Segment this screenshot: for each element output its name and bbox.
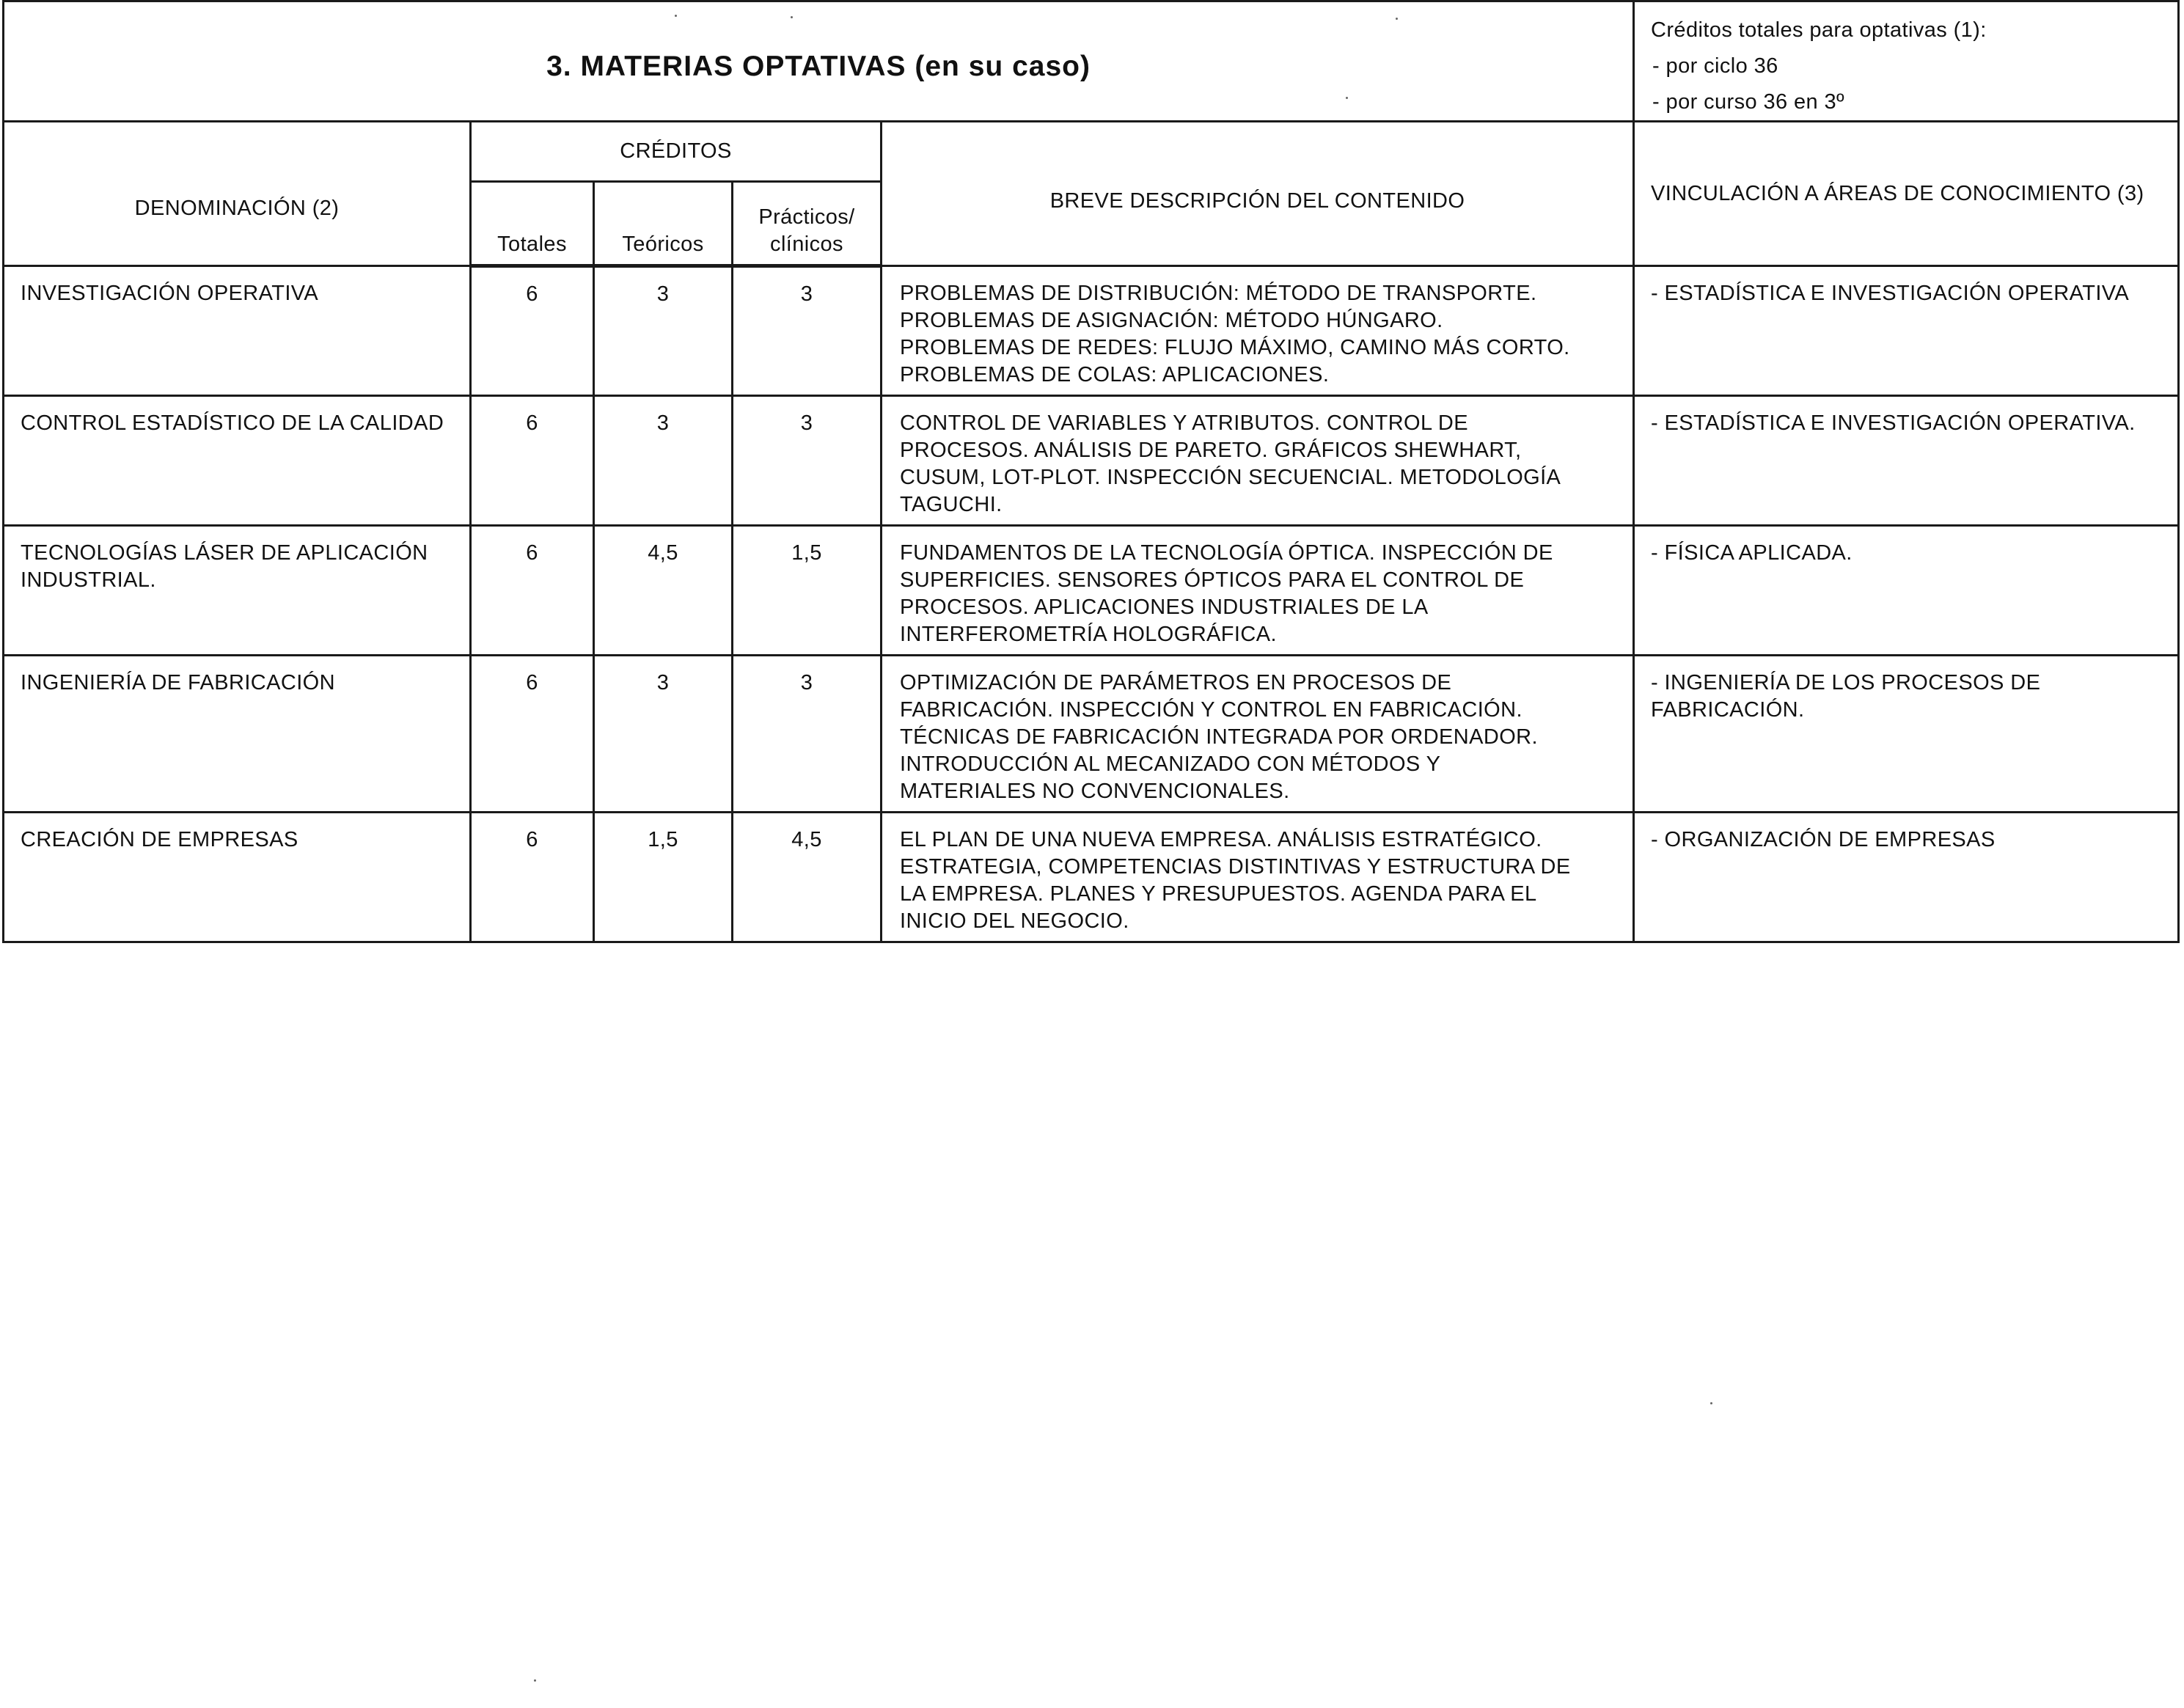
description-line: SUPERFICIES. SENSORES ÓPTICOS PARA EL CONTROL DE	[900, 568, 1525, 592]
credits-totales: 6	[471, 396, 594, 526]
description-line: MATERIALES NO CONVENCIONALES.	[900, 780, 1290, 803]
credits-summary-box	[1634, 1, 2179, 122]
knowledge-area: - INGENIERÍA DE LOS PROCESOS DE FABRICACIÓN.	[1634, 656, 2179, 813]
content-description	[882, 266, 1634, 396]
table-row	[4, 526, 2179, 656]
credits-teoricos: 3	[594, 396, 733, 526]
credits-teoricos: 3	[594, 266, 733, 396]
content-description	[882, 526, 1634, 656]
description-line: TAGUCHI.	[900, 493, 1003, 516]
knowledge-area: - ESTADÍSTICA E INVESTIGACIÓN OPERATIVA.	[1634, 396, 2179, 526]
credits-line-ciclo: - por ciclo 36	[1652, 54, 1778, 78]
header-creditos: CRÉDITOS	[471, 122, 882, 182]
knowledge-area: - ESTADÍSTICA E INVESTIGACIÓN OPERATIVA	[1634, 266, 2179, 396]
credits-teoricos: 4,5	[594, 526, 733, 656]
scan-speck	[1396, 18, 1398, 20]
header-practicos: Prácticos/ clínicos	[733, 181, 882, 265]
credits-heading: Créditos totales para optativas (1):	[1651, 18, 1987, 42]
description-line: EL PLAN DE UNA NUEVA EMPRESA. ANÁLISIS ESTRATÉGICO.	[900, 828, 1542, 851]
knowledge-area: - FÍSICA APLICADA.	[1634, 526, 2179, 656]
content-description	[882, 396, 1634, 526]
credits-teoricos: 1,5	[594, 813, 733, 942]
description-line: PROBLEMAS DE COLAS: APLICACIONES.	[900, 363, 1330, 386]
description-line: PROCESOS. APLICACIONES INDUSTRIALES DE LA	[900, 595, 1429, 619]
scan-speck	[675, 15, 677, 17]
page-title: 3. MATERIAS OPTATIVAS (en su caso)	[546, 51, 1091, 82]
description-line: INTRODUCCIÓN AL MECANIZADO CON MÉTODOS Y	[900, 752, 1441, 776]
credits-practicos: 1,5	[733, 526, 882, 656]
table-row	[4, 813, 2179, 942]
credits-totales: 6	[471, 813, 594, 942]
credits-totales: 6	[471, 266, 594, 396]
subject-name: TECNOLOGÍAS LÁSER DE APLICACIÓN INDUSTRIAL.	[4, 526, 471, 656]
document-page	[2, 0, 2177, 943]
header-teoricos: Teóricos	[594, 181, 733, 265]
credits-practicos: 3	[733, 396, 882, 526]
description-line: ESTRATEGIA, COMPETENCIAS DISTINTIVAS Y ESTRUCTURA DE	[900, 855, 1571, 879]
credits-practicos: 4,5	[733, 813, 882, 942]
scan-speck	[1346, 97, 1348, 99]
header-row-top	[4, 122, 2179, 182]
description-line: LA EMPRESA. PLANES Y PRESUPUESTOS. AGENDA PARA EL	[900, 882, 1537, 906]
knowledge-area: - ORGANIZACIÓN DE EMPRESAS	[1634, 813, 2179, 942]
description-line: CUSUM, LOT-PLOT. INSPECCIÓN SECUENCIAL. METODOLOGÍA	[900, 466, 1561, 489]
title-cell	[4, 1, 1634, 122]
description-line: PROBLEMAS DE REDES: FLUJO MÁXIMO, CAMINO MÁS CORTO.	[900, 336, 1570, 359]
table-row	[4, 656, 2179, 813]
description-line: OPTIMIZACIÓN DE PARÁMETROS EN PROCESOS DE	[900, 671, 1452, 694]
credits-practicos: 3	[733, 656, 882, 813]
content-description	[882, 813, 1634, 942]
header-denominacion: DENOMINACIÓN (2)	[4, 122, 471, 266]
optativas-table	[2, 0, 2180, 943]
description-line: TÉCNICAS DE FABRICACIÓN INTEGRADA POR ORDENADOR.	[900, 725, 1538, 749]
scan-speck	[791, 16, 793, 18]
header-descripcion: BREVE DESCRIPCIÓN DEL CONTENIDO	[882, 122, 1634, 266]
description-line: FABRICACIÓN. INSPECCIÓN Y CONTROL EN FABRICACIÓN.	[900, 698, 1522, 722]
description-line: PROBLEMAS DE DISTRIBUCIÓN: MÉTODO DE TRANSPORTE.	[900, 282, 1537, 305]
subject-name: INGENIERÍA DE FABRICACIÓN	[4, 656, 471, 813]
course-rows	[4, 266, 2179, 942]
description-line: INICIO DEL NEGOCIO.	[900, 909, 1129, 933]
credits-practicos: 3	[733, 266, 882, 396]
header-totales: Totales	[471, 181, 594, 265]
table-row	[4, 396, 2179, 526]
table-row	[4, 266, 2179, 396]
description-line: CONTROL DE VARIABLES Y ATRIBUTOS. CONTROL DE	[900, 411, 1468, 435]
title-row	[4, 1, 2179, 122]
credits-totales: 6	[471, 526, 594, 656]
header-vinculacion: VINCULACIÓN A ÁREAS DE CONOCIMIENTO (3)	[1634, 122, 2179, 266]
credits-line-curso: - por curso 36 en 3º	[1652, 90, 1845, 114]
description-line: INTERFEROMETRÍA HOLOGRÁFICA.	[900, 623, 1277, 646]
scan-speck	[534, 1679, 536, 1682]
subject-name: INVESTIGACIÓN OPERATIVA	[4, 266, 471, 396]
description-line: PROBLEMAS DE ASIGNACIÓN: MÉTODO HÚNGARO.	[900, 309, 1443, 332]
content-description	[882, 656, 1634, 813]
credits-totales: 6	[471, 656, 594, 813]
subject-name: CONTROL ESTADÍSTICO DE LA CALIDAD	[4, 396, 471, 526]
credits-teoricos: 3	[594, 656, 733, 813]
scan-speck	[1710, 1402, 1712, 1404]
subject-name: CREACIÓN DE EMPRESAS	[4, 813, 471, 942]
description-line: FUNDAMENTOS DE LA TECNOLOGÍA ÓPTICA. INSPECCIÓN DE	[900, 541, 1553, 565]
description-line: PROCESOS. ANÁLISIS DE PARETO. GRÁFICOS SHEWHART,	[900, 439, 1522, 462]
